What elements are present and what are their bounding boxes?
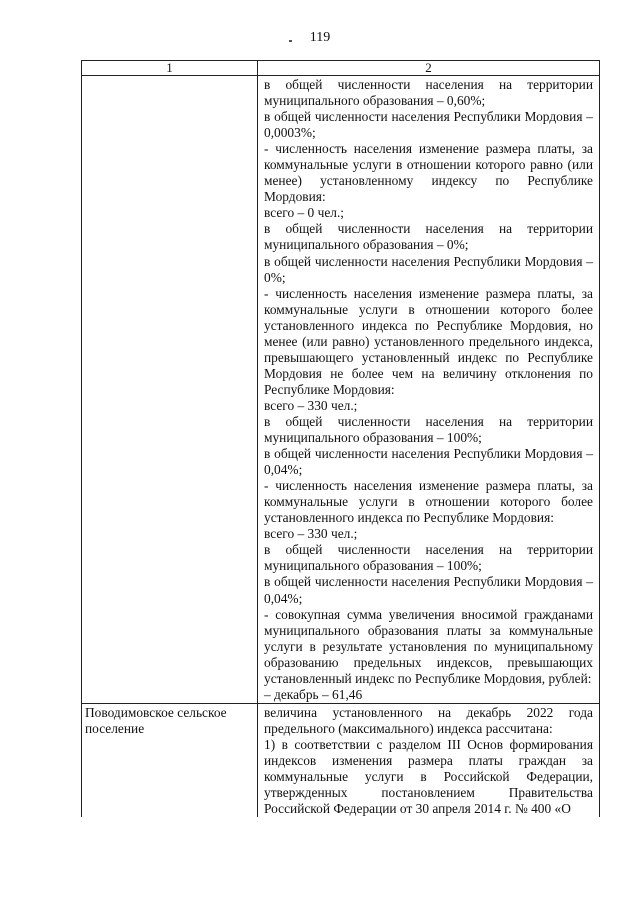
municipality-cell: Поводимовское сельское поселение xyxy=(82,703,258,817)
text-line: - численность населения изменение размера платы, за коммунальные услуги в отношении которого равно (или менее) установленному индексу по Республике Мордовия: xyxy=(264,141,593,205)
table-row xyxy=(82,703,600,817)
text-line: в общей численности населения на территории муниципального образования – 100%; xyxy=(264,542,593,574)
text-line: всего – 0 чел.; xyxy=(264,205,345,221)
column-header-2: 2 xyxy=(258,61,600,76)
text-line: - численность населения изменение размера платы, за коммунальные услуги в отношении которого более установленного индекса по Республике Мордовия: xyxy=(264,478,593,526)
column-header-1: 1 xyxy=(82,61,258,76)
document-table xyxy=(81,60,600,817)
description-cell xyxy=(258,703,600,817)
table-row xyxy=(82,76,600,704)
text-line: - совокупная сумма увеличения вносимой гражданами муниципального образования платы за коммунальные услуги в результате установления по муниципальному образованию предельных индексов, превышающих установленный индекс по Республике Мордовия, рублей: xyxy=(264,606,593,686)
text-line: в общей численности населения Республики Мордовия – 0,04%; xyxy=(264,574,593,606)
scan-speck xyxy=(289,40,292,42)
text-line: в общей численности населения на территории муниципального образования – 0,60%; xyxy=(264,77,593,109)
text-line: в общей численности населения на территории муниципального образования – 0%; xyxy=(264,221,593,253)
description-cell xyxy=(258,76,600,704)
table-header-row xyxy=(82,61,600,76)
text-line: в общей численности населения на территории муниципального образования – 100%; xyxy=(264,413,593,446)
text-line: величина установленного на декабрь 2022 года предельного (максимального) индекса рассчитана: xyxy=(264,704,593,736)
text-line: всего – 330 чел.; xyxy=(264,397,358,413)
page-number: 119 xyxy=(309,30,331,45)
text-line: – декабрь – 61,46 xyxy=(264,686,363,702)
text-line: - численность населения изменение размера платы, за коммунальные услуги в отношении которого более установленного индекса по Республике Мордовия, но менее (или равно) установленного предельного индекса, превышающего установленный индекс по Республике Мордовия не более чем на величину отклонения по Республике Мордовия: xyxy=(264,285,593,397)
text-line: в общей численности населения Республики Мордовия – 0,04%; xyxy=(264,446,593,478)
text-line: в общей численности населения Республики Мордовия – 0%; xyxy=(264,253,593,285)
text-line: всего – 330 чел.; xyxy=(264,526,358,542)
text-line: в общей численности населения Республики Мордовия – 0,0003%; xyxy=(264,109,593,141)
municipality-cell xyxy=(82,76,258,704)
text-line: 1) в соответствии с разделом III Основ формирования индексов изменения размера платы граждан за коммунальные услуги в Российской Федерации, утвержденных постановлением Правительства Российской Федерации от 30 апреля 2014 г. № 400 «О xyxy=(264,736,593,817)
